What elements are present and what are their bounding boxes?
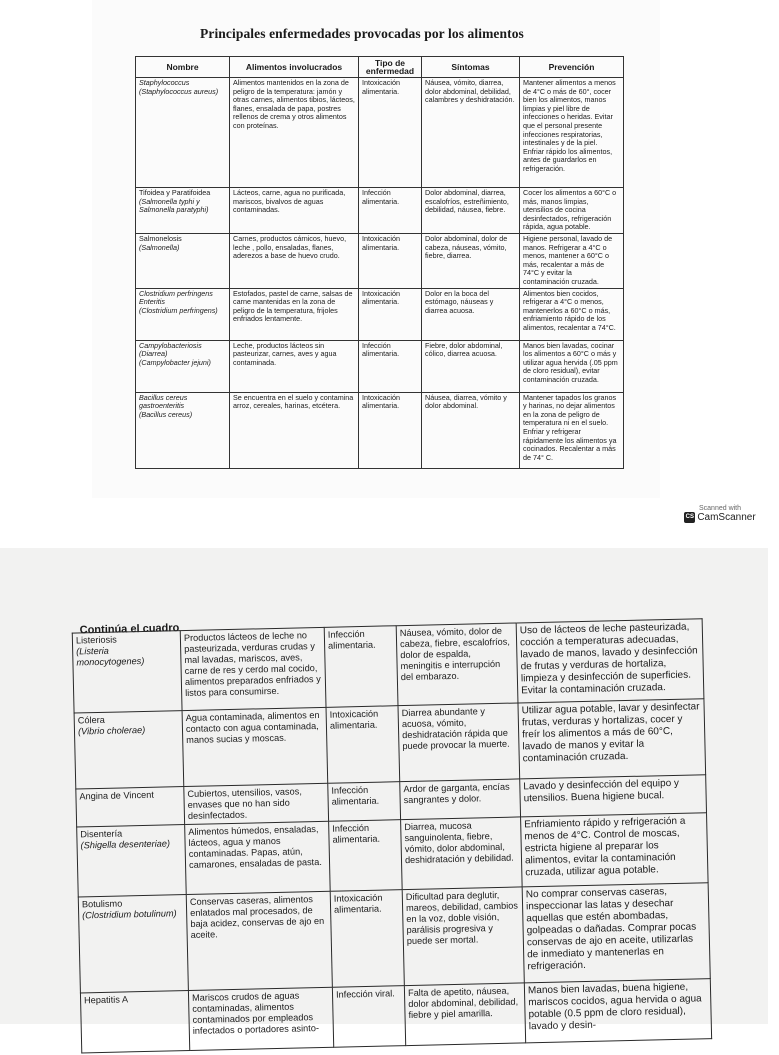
disease-name-main: Campylobacteriosis (Diarrea) [139,340,202,359]
type-cell: Infección alimentaria. [359,188,422,234]
symptoms-cell: Falta de apetito, náusea, dolor abdominal, debilidad, fiebre y piel amarilla. [404,983,525,1046]
disease-name [136,233,230,288]
pathogen-name: (Salmonella) [139,242,180,252]
table-header-row [136,57,624,78]
header-alimentos: Alimentos involucrados [230,57,359,78]
symptoms-cell: Dolor en la boca del estómago, náuseas y diarrea acuosa. [422,288,520,340]
disease-name [72,631,182,713]
symptoms-cell: Dificultad para deglutir, mareos, debilidad, cambios en la voz, doble visión, parálisis progresiva y puede ser mortal. [402,887,524,986]
continuation-title: Continúa el cuadro [79,622,180,637]
symptoms-cell: Náusea, diarrea, vómito y dolor abdominal. [422,392,520,468]
disease-name-main: Salmonelosis [139,233,182,243]
table-row [136,233,624,288]
foods-cell: Leche, productos lácteos sin pasteurizar, carnes, aves y agua contaminada. [230,340,359,392]
prevention-cell: No comprar conservas caseras, inspeccionar las latas y desechar aquellas que estén abombadas, golpeadas o dañadas. Comprar pocas conservas de ajo en aceite, utilizarlas de inmediato y mantenerlas en refrigeración. [522,883,710,983]
header-prevencion: Prevención [520,57,624,78]
document-page-1 [92,0,660,498]
symptoms-cell: Dolor abdominal, diarrea, escalofríos, estreñimiento, debilidad, náusea, fiebre. [422,188,520,234]
pathogen-name: (Clostridium botulinum) [82,908,177,921]
scanned-with-label: Scanned with [698,505,742,512]
symptoms-cell: Diarrea, mucosa sanguinolenta, fiebre, vómito, dolor abdominal, deshidratación y debilidad. [401,817,523,890]
header-nombre: Nombre [136,57,230,78]
disease-name-main: Tifoidea y Paratifoidea [139,188,211,197]
table-row [72,619,704,713]
symptoms-cell: Dolor abdominal, dolor de cabeza, náuseas, vómito, fiebre, diarrea. [422,233,520,288]
disease-name [80,991,189,1053]
page-2-content [8,539,778,1036]
foods-cell: Cubiertos, utensilios, vasos, envases que no han sido desinfectados. [184,783,329,824]
pathogen-name: (Campylobacter jejuni) [139,357,211,367]
prevention-cell: Mantener alimentos a menos de 4°C o más de 60°, cocer bien los alimentos, manos limpias y piel libre de infecciones o heridas. Evitar que el personal presente infecciones respiratorias, intestinales y de la piel. Enfriar rápido los alimentos, antes de guardarlos en refrigeración. [520,78,624,188]
prevention-cell: Cocer los alimentos a 60°C o más, manos limpias, utensilios de cocina desinfectados, refrigeración rápida, agua potable. [520,188,624,234]
table-row [136,78,624,188]
camscanner-brand: CamScanner [697,512,756,523]
type-cell: Intoxicación alimentaria. [326,706,400,784]
foods-cell: Estofados, pastel de carne, salsas de carne mantenidas en la zona de peligro de la temperatura, frijoles enfriados lentamente. [230,288,359,340]
camscanner-logo-icon: CS [684,512,695,523]
type-cell: Intoxicación alimentaria. [359,392,422,468]
disease-name [136,340,230,392]
foods-cell: Conservas caseras, alimentos enlatados mal procesados, de baja acidez, conservas de ajo en aceite. [186,891,332,990]
disease-name [136,78,230,188]
type-cell: Infección alimentaria. [359,340,422,392]
pathogen-name: (Clostridium perfringens) [139,305,218,315]
disease-name-main: Bacillus cereus gastroenteritis [139,392,188,411]
disease-name-main: Angina de Vincent [79,789,154,802]
disease-name [136,188,230,234]
prevention-cell: Mantener tapados los granos y harinas, no dejar alimentos en la zona de peligro de temperatura ni en el suelo. Enfriar y refrigerar rápidamente los alimentos ya cocinados. Recalentar a más de 74° C. [520,392,624,468]
type-cell: Intoxicación alimentaria. [359,288,422,340]
pathogen-name: (Shigella desenteriae) [80,838,171,851]
prevention-cell: Manos bien lavadas, cocinar los alimentos a 60°C o más y utilizar agua hervida (.05 ppm de cloro residual), evitar contaminación cruzada. [520,340,624,392]
symptoms-cell: Ardor de garganta, encías sangrantes y dolor. [400,779,521,820]
type-cell: Infección alimentaria. [328,782,401,822]
disease-name-main: Disentería [80,828,123,840]
table-row [136,340,624,392]
disease-name [78,895,188,993]
camscanner-watermark [682,505,758,523]
foods-cell: Agua contaminada, alimentos en contacto con agua contaminada, manos sucias y moscas. [182,707,328,786]
prevention-cell: Utilizar agua potable, lavar y desinfectar frutas, verduras y hortalizas, cocer y freír los alimentos a más de 60°C, lavado de manos y evitar la contaminación cruzada. [518,699,706,779]
disease-name-main: Listeriosis [75,634,117,646]
prevention-cell: Uso de lácteos de leche pasteurizada, cocción a temperaturas adecuadas, lavado de manos, lavado y desinfección de frutas y verduras de hortaliza, limpieza y desinfección de superficies. Evitar la contaminación cruzada. [516,619,704,703]
table-row [80,979,711,1053]
diseases-table-continued [72,618,712,1053]
type-cell: Infección alimentaria. [329,820,403,892]
type-cell: Infección alimentaria. [324,626,398,708]
prevention-cell: Enfriamiento rápido y refrigeración a menos de 4°C. Control de moscas, estricta higiene al preparar los alimentos, evitar la contaminación cruzada, utilizar agua potable. [521,813,709,887]
foods-cell: Mariscos crudos de aguas contaminadas, alimentos contaminados por empleados infectados o portadores asinto- [188,987,333,1050]
prevention-cell: Lavado y desinfección del equipo y utensilios. Buena higiene bucal. [520,775,707,817]
pathogen-name: (Salmonella typhi y Salmonella paratyphi) [139,196,209,215]
table-row [78,883,710,993]
header-tipo: Tipo de enfermedad [359,57,422,78]
disease-name [74,711,184,789]
type-cell: Intoxicación alimentaria. [330,890,404,988]
foods-cell: Lácteos, carne, agua no purificada, mariscos, bivalvos de aguas contaminadas. [230,188,359,234]
disease-name-main: Hepatitis A [83,994,129,1006]
disease-name-main: Cólera [77,714,105,726]
foods-cell: Alimentos mantenidos en la zona de peligro de la temperatura: jamón y otras carnes, alimentos tibios, lácteos, flanes, ensalada de papa, postres rellenos de crema y otros alimentos con proteínas. [230,78,359,188]
foods-cell: Alimentos húmedos, ensaladas, lácteos, agua y manos contaminadas. Papas, atún, camarones, ensaladas de pasta. [185,821,331,894]
pathogen-name: (Listeria monocytogenes) [76,645,145,668]
foods-cell: Carnes, productos cárnicos, huevo, leche , pollo, ensaladas, flanes, aderezos a base de huevo crudo. [230,233,359,288]
header-sintomas: Síntomas [422,57,520,78]
symptoms-cell: Fiebre, dolor abdominal, cólico, diarrea acuosa. [422,340,520,392]
prevention-cell: Manos bien lavadas, buena higiene, mariscos cocidos, agua hervida o agua potable (0.5 ppm de cloro residual), lavado y desin- [524,979,711,1043]
disease-name-main: Clostridium perfringens Enteritis [139,288,213,307]
disease-name-main: Botulismo [81,898,123,910]
pathogen-name: (Bacillus cereus) [139,409,193,419]
pathogen-name: (Staphylococcus aureus) [139,86,219,96]
foods-cell: Productos lácteos de leche no pasteurizada, verduras crudas y mal lavadas, mariscos, aves, carne de res y cerdo mal cocido, alimentos preparados enfriados y listos para consumirse. [180,627,326,710]
foods-cell: Se encuentra en el suelo y contamina arroz, cereales, harinas, etcétera. [230,392,359,468]
table-row [136,392,624,468]
type-cell: Infección viral. [332,986,405,1048]
table-row [136,188,624,234]
disease-name [136,392,230,468]
prevention-cell: Higiene personal, lavado de manos. Refrigerar a 4°C o menos, mantener a 60°C o más, recalentar a más de 74°C y evitar la contaminación cruzada. [520,233,624,288]
type-cell: Intoxicación alimentaria. [359,233,422,288]
symptoms-cell: Diarrea abundante y acuosa, vómito, deshidratación rápida que puede provocar la muerte. [398,703,520,782]
pathogen-name: (Vibrio cholerae) [77,724,146,737]
diseases-table [135,56,624,469]
table-row [136,288,624,340]
page-title: Principales enfermedades provocadas por los alimentos [200,26,524,41]
prevention-cell: Alimentos bien cocidos, refrigerar a 4°C o menos, mantenerlos a 60°C o más, enfriamiento rápido de los alimentos, recalentar a 74°C. [520,288,624,340]
disease-name [76,787,185,827]
type-cell: Intoxicación alimentaria. [359,78,422,188]
table-row [74,699,706,789]
document-page-2 [0,548,768,1036]
disease-name [136,288,230,340]
symptoms-cell: Náusea, vómito, dolor de cabeza, fiebre, escalofríos, dolor de espalda, meningitis e interrupción del embarazo. [396,623,518,706]
symptoms-cell: Náusea, vómito, diarrea, dolor abdominal, debilidad, calambres y deshidratación. [422,78,520,188]
disease-name-main: Staphylococcus [139,78,190,87]
disease-name [77,825,187,897]
